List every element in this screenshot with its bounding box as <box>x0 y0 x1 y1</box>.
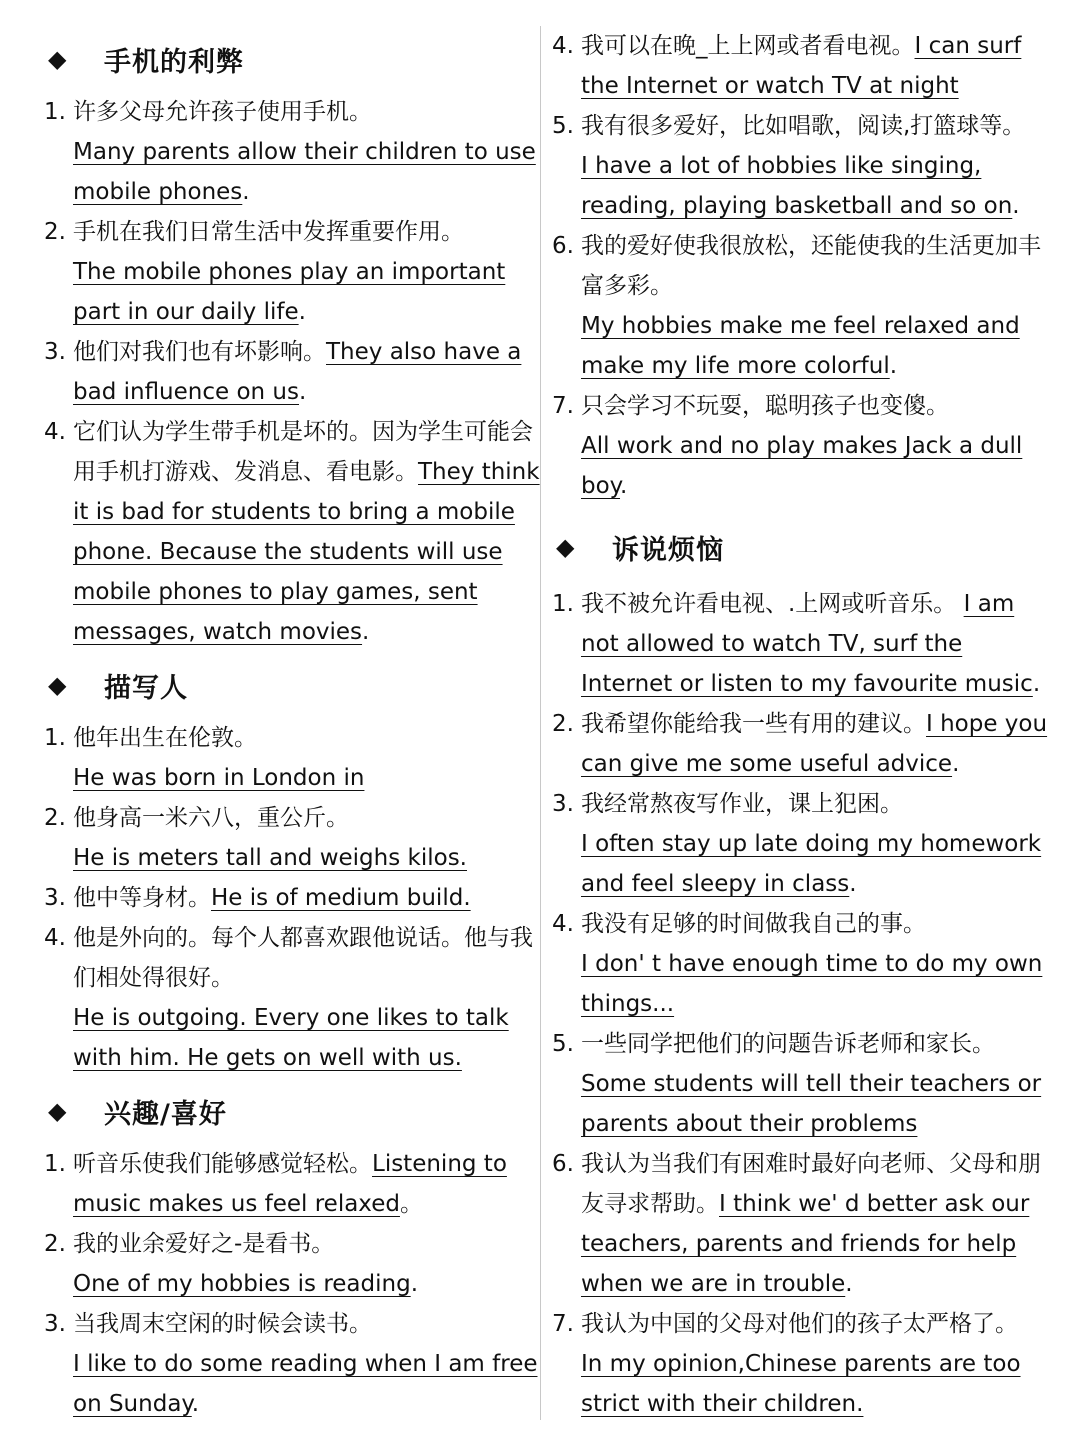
list-item <box>44 1304 540 1424</box>
list-item <box>44 798 540 878</box>
english-line <box>581 306 1052 386</box>
list-item <box>44 412 540 652</box>
english-line <box>73 132 540 212</box>
item-number: 1. <box>44 725 66 751</box>
english-translation: Listening to music makes us feel relaxed <box>73 1151 507 1217</box>
chinese-sentence: 我经常熬夜写作业，课上犯困。 <box>581 791 903 817</box>
list-item <box>552 386 1052 506</box>
english-translation: He was born in London in <box>73 765 365 791</box>
english-translation: I am not allowed to watch TV, surf the Internet or listen to my favourite music <box>581 591 1033 697</box>
chinese-sentence: 只会学习不玩耍，聪明孩子也变傻。 <box>581 393 949 419</box>
list-item <box>552 1024 1052 1144</box>
list-item <box>552 904 1052 1024</box>
chinese-sentence: 我认为中国的父母对他们的孩子太严格了。 <box>581 1311 1018 1337</box>
item-number: 6. <box>552 1151 574 1177</box>
left-column <box>44 26 540 1424</box>
sentence-end: . <box>849 871 857 897</box>
item-number: 1. <box>552 591 574 617</box>
item-number: 4. <box>552 911 574 937</box>
chinese-sentence: 我可以在晚_上上网或者看电视。 <box>581 33 915 59</box>
section-title: 手机的利弊 <box>104 46 244 78</box>
list-item <box>44 1224 540 1304</box>
english-line <box>581 1344 1052 1424</box>
item-number: 3. <box>44 339 66 365</box>
item-number: 2. <box>552 711 574 737</box>
item-number: 4. <box>44 925 66 951</box>
item-number: 3. <box>44 885 66 911</box>
item-number: 2. <box>44 219 66 245</box>
english-translation: He is meters tall and weighs kilos. <box>73 845 467 871</box>
english-translation: I don' t have enough time to do my own things... <box>581 951 1043 1017</box>
list-item <box>44 918 540 1078</box>
list-item <box>44 718 540 798</box>
chinese-sentence: 他中等身材。 <box>73 885 211 911</box>
section-heading-pros-cons <box>44 26 540 92</box>
english-translation: Many parents allow their children to use mobile phones <box>73 139 536 205</box>
list-item <box>552 106 1052 226</box>
item-number: 5. <box>552 1031 574 1057</box>
item-number: 5. <box>552 113 574 139</box>
english-line <box>73 758 540 798</box>
chinese-sentence: 我的业余爱好之-是看书。 <box>73 1231 335 1257</box>
english-translation: They also have a bad influence on us <box>73 339 522 405</box>
english-line <box>581 824 1052 904</box>
sentence-end: . <box>1032 671 1041 697</box>
english-translation: I often stay up late doing my homework and feel sleepy in class <box>581 831 1042 897</box>
list-item <box>552 1144 1052 1304</box>
list-item <box>552 1304 1052 1424</box>
list-item <box>44 92 540 212</box>
sentence-end: . <box>889 353 898 379</box>
section-heading-troubles <box>552 510 1052 584</box>
english-line <box>581 146 1052 226</box>
english-line <box>73 998 540 1078</box>
english-line <box>581 1064 1052 1144</box>
english-translation: I hope you can give me some useful advice <box>581 711 1048 777</box>
sentence-end: . <box>845 1271 853 1297</box>
sentence-end: 。 <box>399 1191 423 1217</box>
sentence-end: . <box>362 619 370 645</box>
sentence-end: . <box>620 473 628 499</box>
list-item <box>44 878 540 918</box>
sentence-end: . <box>410 1271 418 1297</box>
diamond-bullet-icon: ◆ <box>556 533 576 561</box>
sentence-end: . <box>242 179 250 205</box>
chinese-sentence: 他们对我们也有坏影响。 <box>73 339 326 365</box>
item-number: 2. <box>44 1231 66 1257</box>
item-number: 4. <box>44 419 66 445</box>
diamond-bullet-icon: ◆ <box>48 671 68 699</box>
english-translation: The mobile phones play an important part in our daily life <box>73 259 506 325</box>
list-item <box>44 212 540 332</box>
item-number: 3. <box>44 1311 66 1337</box>
item-number: 3. <box>552 791 574 817</box>
list-item <box>552 704 1052 784</box>
english-translation: They think it is bad for students to bring a mobile phone. Because the students will use mobile phones to play games, sent messages, watch movies <box>73 459 540 645</box>
sentence-end: . <box>1012 193 1020 219</box>
chinese-sentence: 他身高一米六八，重公斤。 <box>73 805 349 831</box>
chinese-sentence: 我有很多爱好，比如唱歌，阅读,打篮球等。 <box>581 113 1026 139</box>
diamond-bullet-icon: ◆ <box>48 1097 68 1125</box>
list-item <box>552 784 1052 904</box>
english-translation: He is outgoing. Every one likes to talk with him. He gets on well with us. <box>73 1005 509 1071</box>
english-translation: He is of medium build. <box>211 885 471 911</box>
section-title: 描写人 <box>104 672 188 704</box>
english-translation: One of my hobbies is reading <box>73 1271 411 1297</box>
chinese-sentence: 一些同学把他们的问题告诉老师和家长。 <box>581 1031 995 1057</box>
chinese-sentence: 它们认为学生带手机是坏的。因为学生可能会用手机打游戏、发消息、看电影。 <box>73 419 533 485</box>
english-line <box>73 838 540 878</box>
section-heading-hobbies <box>44 1078 540 1144</box>
item-number: 4. <box>552 33 574 59</box>
chinese-sentence: 当我周末空闲的时候会读书。 <box>73 1311 372 1337</box>
diamond-bullet-icon: ◆ <box>48 45 68 73</box>
chinese-sentence: 我认为当我们有困难时最好向老师、父母和朋友寻求帮助。 <box>581 1151 1041 1217</box>
item-number: 2. <box>44 805 66 831</box>
column-divider <box>540 26 541 1420</box>
item-number: 6. <box>552 233 574 259</box>
section-heading-describe-person <box>44 652 540 718</box>
english-translation: I think we' d better ask our teachers, parents and friends for help when we are in trouble <box>581 1191 1030 1297</box>
sentence-end: . <box>952 751 960 777</box>
item-number: 7. <box>552 393 574 419</box>
english-line <box>581 426 1052 506</box>
chinese-sentence: 我的爱好使我很放松，还能使我的生活更加丰富多彩。 <box>581 233 1041 299</box>
english-translation: I can surf the Internet or watch TV at night <box>581 33 1022 99</box>
english-translation: I like to do some reading when I am free on Sunday <box>73 1351 538 1417</box>
sentence-end: . <box>298 299 306 325</box>
section-title: 诉说烦恼 <box>612 534 724 566</box>
list-item <box>552 26 1052 106</box>
list-item <box>44 1144 540 1224</box>
english-translation: I have a lot of hobbies like singing, reading, playing basketball and so on <box>581 153 1013 219</box>
item-number: 7. <box>552 1311 574 1337</box>
chinese-sentence: 我希望你能给我一些有用的建议。 <box>581 711 926 737</box>
sentence-end: . <box>191 1391 200 1417</box>
english-line <box>73 252 540 332</box>
chinese-sentence: 他年出生在伦敦。 <box>73 725 257 751</box>
chinese-sentence: 我不被允许看电视、.上网或听音乐。 <box>581 591 964 617</box>
section-title: 兴趣/喜好 <box>104 1098 227 1130</box>
chinese-sentence: 他是外向的。每个人都喜欢跟他说话。他与我们相处得很好。 <box>73 925 533 991</box>
item-number: 1. <box>44 1151 66 1177</box>
english-translation: In my opinion,Chinese parents are too strict with their children. <box>581 1351 1021 1417</box>
chinese-sentence: 我没有足够的时间做我自己的事。 <box>581 911 926 937</box>
list-item <box>552 226 1052 386</box>
chinese-sentence: 听音乐使我们能够感觉轻松。 <box>73 1151 372 1177</box>
english-translation: All work and no play makes Jack a dull boy <box>581 433 1023 499</box>
english-line <box>581 944 1052 1024</box>
list-item <box>552 584 1052 704</box>
english-translation: My hobbies make me feel relaxed and make my life more colorful <box>581 313 1020 379</box>
list-item <box>44 332 540 412</box>
chinese-sentence: 手机在我们日常生活中发挥重要作用。 <box>73 219 464 245</box>
right-column <box>552 26 1052 1424</box>
english-translation: Some students will tell their teachers or parents about their problems <box>581 1071 1042 1137</box>
sentence-end: . <box>299 379 307 405</box>
item-number: 1. <box>44 99 66 125</box>
english-line <box>73 1344 540 1424</box>
english-line <box>73 1264 540 1304</box>
chinese-sentence: 许多父母允许孩子使用手机。 <box>73 99 372 125</box>
